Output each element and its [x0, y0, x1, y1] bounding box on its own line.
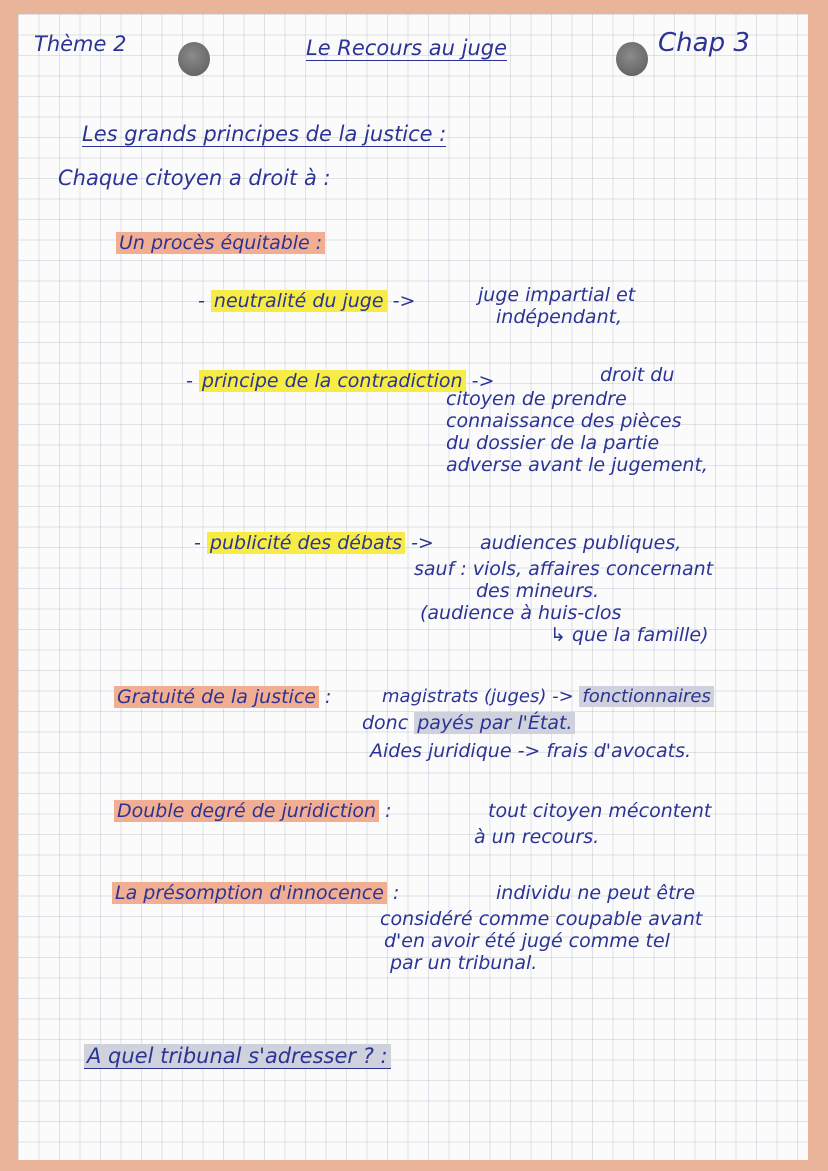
- punch-hole-right: [616, 42, 648, 76]
- contradiction-description: citoyen de prendre connaissance des pièces du dossier de la partie adverse avant le jugement,: [446, 388, 708, 476]
- presomption-description: considéré comme coupable avant d'en avoir été jugé comme tel par un tribunal.: [380, 908, 703, 974]
- double-degre-line-1: tout citoyen mécontent: [488, 800, 712, 822]
- publicite-line-1: audiences publiques,: [480, 532, 682, 554]
- gratuite-line-1: magistrats (juges) -> fonctionnaires: [382, 686, 714, 707]
- question-heading: A quel tribunal s'adresser ? :: [84, 1044, 391, 1068]
- theme-label: Thème 2: [34, 32, 127, 56]
- contradiction-line-1: droit du: [600, 364, 675, 386]
- contradiction-term: - principe de la contradiction ->: [186, 370, 495, 392]
- double-degre-term: Double degré de juridiction :: [114, 800, 392, 822]
- publicite-term: - publicité des débats ->: [194, 532, 434, 554]
- presomption-line-1: individu ne peut être: [496, 882, 696, 904]
- proces-heading: Un procès équitable :: [116, 232, 325, 254]
- gratuite-term: Gratuité de la justice :: [114, 686, 331, 708]
- gratuite-line-2: donc payés par l'État.: [362, 712, 575, 734]
- chapter-label: Chap 3: [658, 28, 750, 58]
- publicite-description: sauf : viols, affaires concernant des mineurs. (audience à huis-clos ↳ que la famille): [414, 558, 714, 646]
- notebook-page: [18, 14, 808, 1160]
- section-title: Les grands principes de la justice :: [82, 122, 447, 146]
- punch-hole-left: [178, 42, 210, 76]
- presomption-term: La présomption d'innocence :: [112, 882, 399, 904]
- double-degre-line-2: à un recours.: [474, 826, 600, 848]
- neutralite-description: juge impartial et indépendant,: [478, 284, 636, 328]
- gratuite-line-3: Aides juridique -> frais d'avocats.: [370, 740, 692, 762]
- page-title: Le Recours au juge: [306, 36, 508, 60]
- neutralite-term: - neutralité du juge ->: [198, 290, 416, 312]
- intro-line: Chaque citoyen a droit à :: [58, 166, 331, 190]
